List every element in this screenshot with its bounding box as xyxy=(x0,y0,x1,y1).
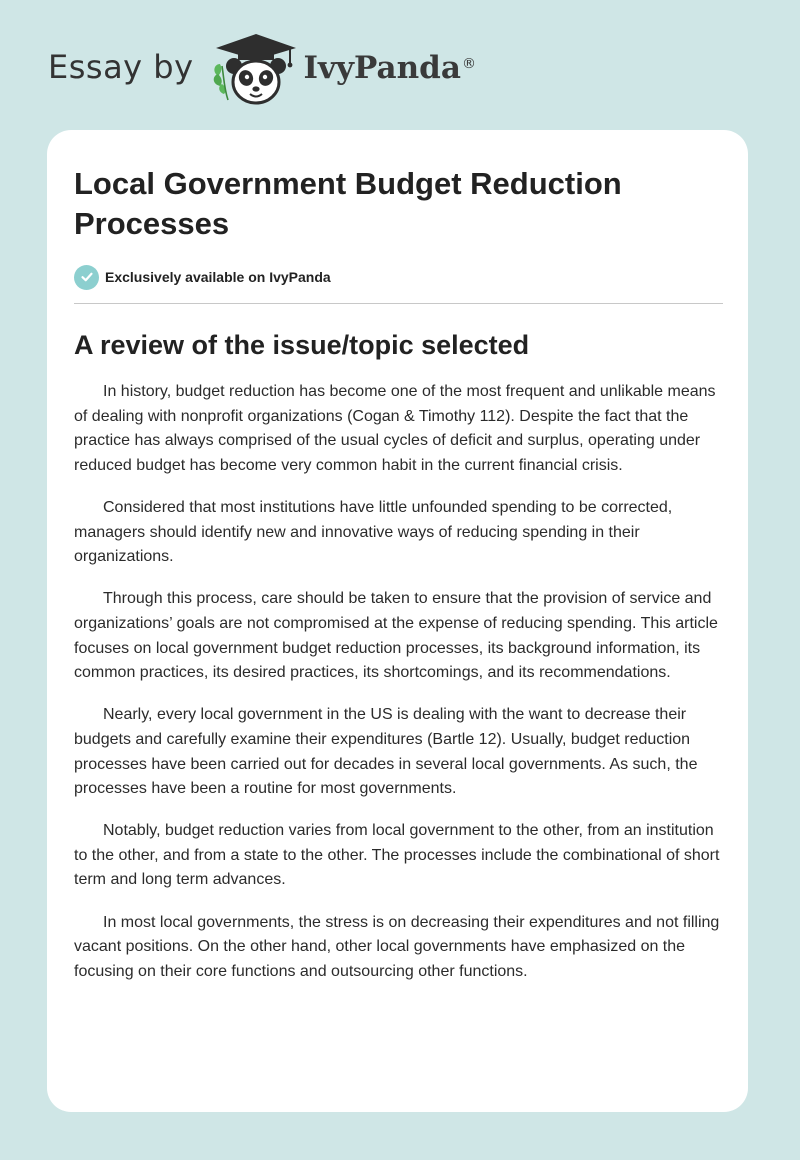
essay-body xyxy=(74,380,723,984)
brand-prefix: Essay by xyxy=(48,48,194,86)
brand-header[interactable] xyxy=(48,30,475,110)
paragraph: Notably, budget reduction varies from local government to the other, from an institution to the other, and from a state to the other. The processes include the combinational of short term and long term advances. xyxy=(74,822,720,889)
exclusive-badge-label: Exclusively available on IvyPanda xyxy=(105,269,331,285)
paragraph: Considered that most institutions have little unfounded spending to be corrected, managers should identify new and innovative ways of reducing spending in their organizations. xyxy=(74,498,673,566)
title-divider xyxy=(74,303,723,304)
paragraph: In most local governments, the stress is on decreasing their expenditures and not filling vacant positions. On the other hand, other local governments have emphasized on the focusing on their core functions and outsourcing other functions. xyxy=(74,913,720,980)
check-circle-icon xyxy=(74,265,99,290)
essay-content xyxy=(74,164,723,1002)
section-heading: A review of the issue/topic selected xyxy=(74,330,530,360)
registered-mark: ® xyxy=(461,56,476,72)
paragraph: Nearly, every local government in the US is dealing with the want to decrease their budgets and carefully examine their expenditures (Bartle 12). Usually, budget reduction processes have been carried out for decades in several local governments. As such, the processes have been a routine for most governments. xyxy=(74,706,698,798)
paragraph: In history, budget reduction has become one of the most frequent and unlikable means of dealing with nonprofit organizations (Cogan & Timothy 112). Despite the fact that the practice has always comprised of the usual cycles of deficit and surplus, operating under reduced budget has become very common habit in the current financial crisis. xyxy=(74,383,716,474)
panda-graduate-logo-icon xyxy=(210,30,302,110)
document-title: Local Government Budget Reduction Processes xyxy=(74,166,622,241)
essay-card xyxy=(47,130,748,1112)
exclusive-badge xyxy=(74,264,723,290)
paragraph: Through this process, care should be taken to ensure that the provision of service and organizations’ goals are not compromised at the expense of reducing spending. This article focuses on local government budget reduction processes, its background information, its common practices, its desired practices, its shortcomings, and its recommendations. xyxy=(74,590,718,682)
brand-name: IvyPanda xyxy=(303,50,461,86)
